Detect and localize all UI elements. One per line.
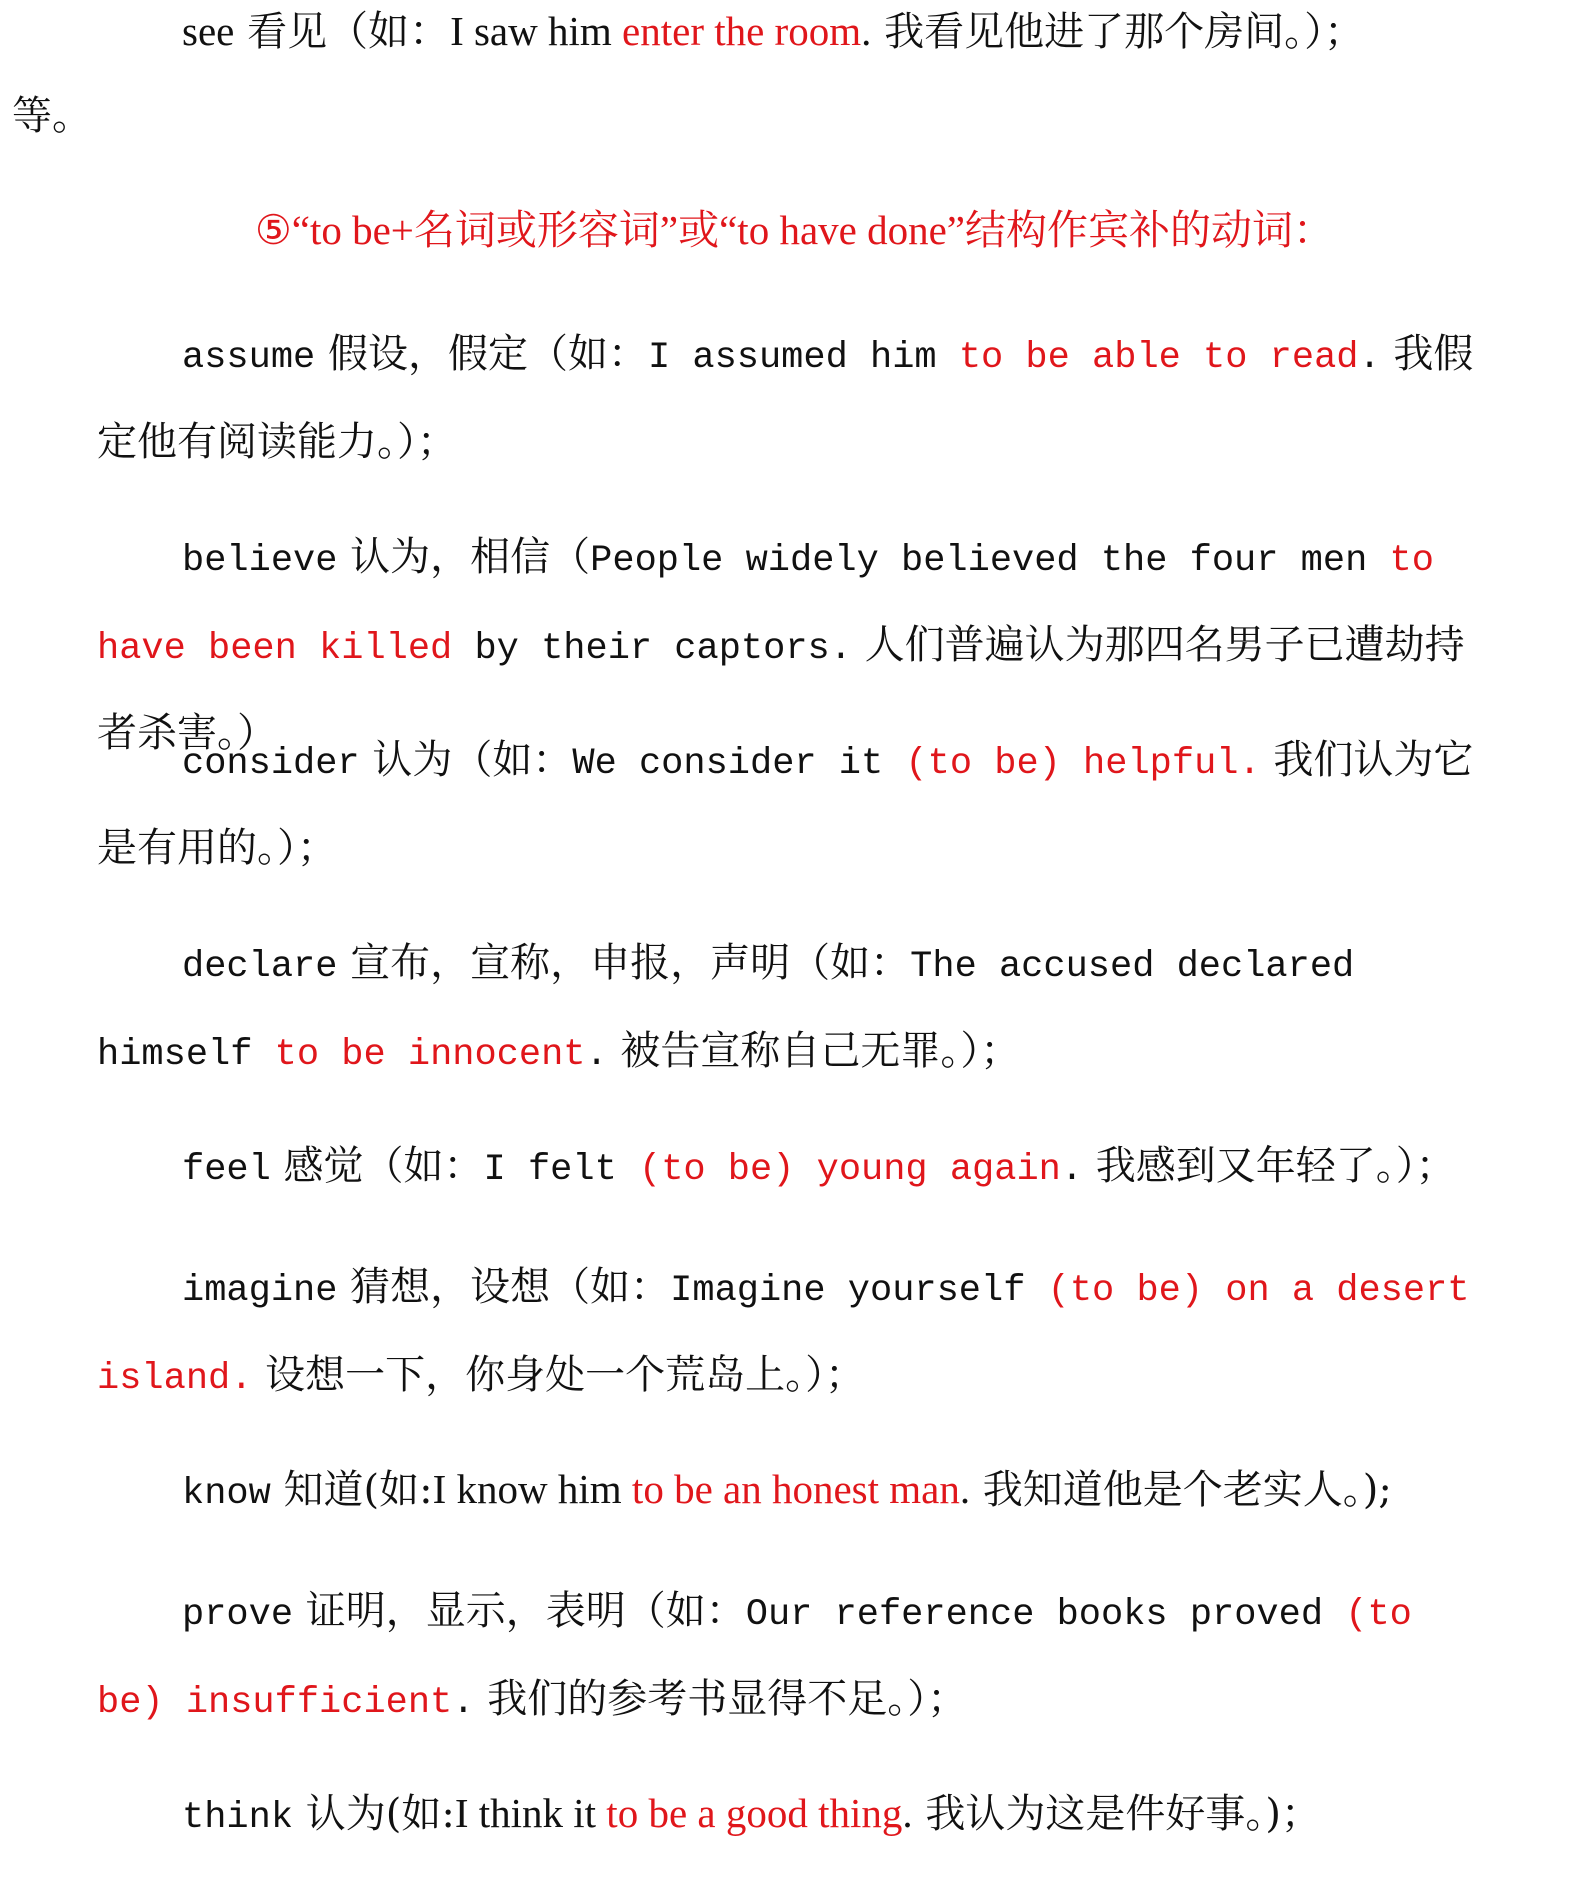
entry-example-red: to have been killed [97, 540, 1434, 670]
entry-example-post: . [902, 1790, 913, 1836]
entry-meaning: 假设，假定（如： [315, 331, 648, 377]
entry-example-red: (to be) on a desert island. [97, 1270, 1470, 1400]
intro-example-end: . [861, 8, 872, 54]
entry-example-red: (to be) young again [638, 1149, 1061, 1191]
entry-translation: 我们的参考书显得不足。）； [474, 1676, 968, 1722]
entry-example-red: (to be) helpful. [905, 743, 1261, 785]
intro-word: see [182, 8, 235, 54]
entry-meaning: 感觉（如： [270, 1143, 484, 1189]
entry-think [97, 1772, 1492, 1860]
entry-meaning: 猜想，设想（如： [337, 1264, 671, 1310]
entry-example-red: to be able to read [958, 337, 1359, 379]
intro-tail: 等。 [12, 93, 92, 139]
entry-example-red: to be an honest man [631, 1466, 960, 1512]
section-heading: ⑤“to be+名词或形容词”或“to have done”结构作宾补的动词： [255, 207, 1334, 253]
intro-example-red: enter the room [622, 8, 862, 54]
intro-translation: 我看见他进了那个房间。）； [871, 9, 1365, 55]
entry-word: know [182, 1473, 271, 1515]
entry-meaning: 认为(如: [293, 1791, 455, 1837]
entry-word: imagine [182, 1270, 338, 1312]
entry-example-post: . [1358, 337, 1381, 379]
intro-open: （如：I saw him [327, 8, 623, 54]
entry-translation: 我认为这是件好事。)； [912, 1791, 1321, 1837]
entry-example: I felt [483, 1149, 639, 1191]
entry-imagine [97, 1245, 1492, 1421]
entry-example-red: (to be) insufficient [97, 1594, 1412, 1724]
entry-translation: 我知道他是个老实人。); [970, 1467, 1392, 1513]
entry-word: declare [182, 946, 338, 988]
entry-example-post: . [1060, 1149, 1084, 1191]
entry-word: think [182, 1797, 294, 1839]
entry-example: I know him [432, 1466, 632, 1512]
entry-meaning: 认为，相信（ [337, 534, 591, 580]
entry-translation: 我假定他有阅读能力。）； [97, 331, 1474, 465]
intro-paragraph [12, 0, 1492, 158]
entry-example: Our reference books proved [745, 1594, 1346, 1636]
entry-meaning: 证明，显示，表明（如： [293, 1588, 746, 1634]
entry-example: People widely believed the four men [590, 540, 1390, 582]
entry-meaning: 认为（如： [359, 737, 573, 783]
entry-example-post: . [452, 1682, 475, 1724]
entry-know [97, 1448, 1492, 1536]
entry-word: consider [182, 743, 360, 785]
entry-example: I think it [454, 1790, 607, 1836]
entry-feel [97, 1124, 1492, 1212]
entry-example: We consider it [572, 743, 906, 785]
intro-meaning: 看见 [247, 9, 328, 55]
entry-assume [97, 312, 1492, 484]
entry-example: I assumed him [647, 337, 959, 379]
entry-translation: 人们普遍认为那四名男子已遭劫持者杀害。） [97, 622, 1465, 756]
entry-word: assume [182, 337, 316, 379]
entry-translation: 设想一下，你身处一个荒岛上。）； [252, 1352, 866, 1398]
entry-example-post: . [959, 1466, 971, 1512]
entry-translation: 被告宣称自己无罪。）； [607, 1028, 1021, 1074]
entry-example: The accused declared himself [97, 946, 1355, 1076]
entry-example-post: . [585, 1034, 608, 1076]
entry-example-red: to be a good thing [606, 1790, 903, 1836]
entry-meaning: 知道(如: [270, 1467, 433, 1513]
entry-prove [97, 1569, 1492, 1745]
entry-word: prove [182, 1594, 294, 1636]
entry-example-red: to be innocent [274, 1034, 586, 1076]
entry-example: Imagine yourself [670, 1270, 1048, 1312]
entry-word: feel [182, 1149, 271, 1191]
entry-translation: 我们认为它是有用的。）； [97, 737, 1474, 871]
entry-word: believe [182, 540, 338, 582]
entry-declare [97, 921, 1492, 1097]
entry-meaning: 宣布，宣称，申报，声明（如： [337, 940, 911, 986]
entry-translation: 我感到又年轻了。）； [1083, 1143, 1456, 1189]
entry-example-post: by their captors. [452, 628, 852, 670]
entry-consider [97, 718, 1492, 890]
